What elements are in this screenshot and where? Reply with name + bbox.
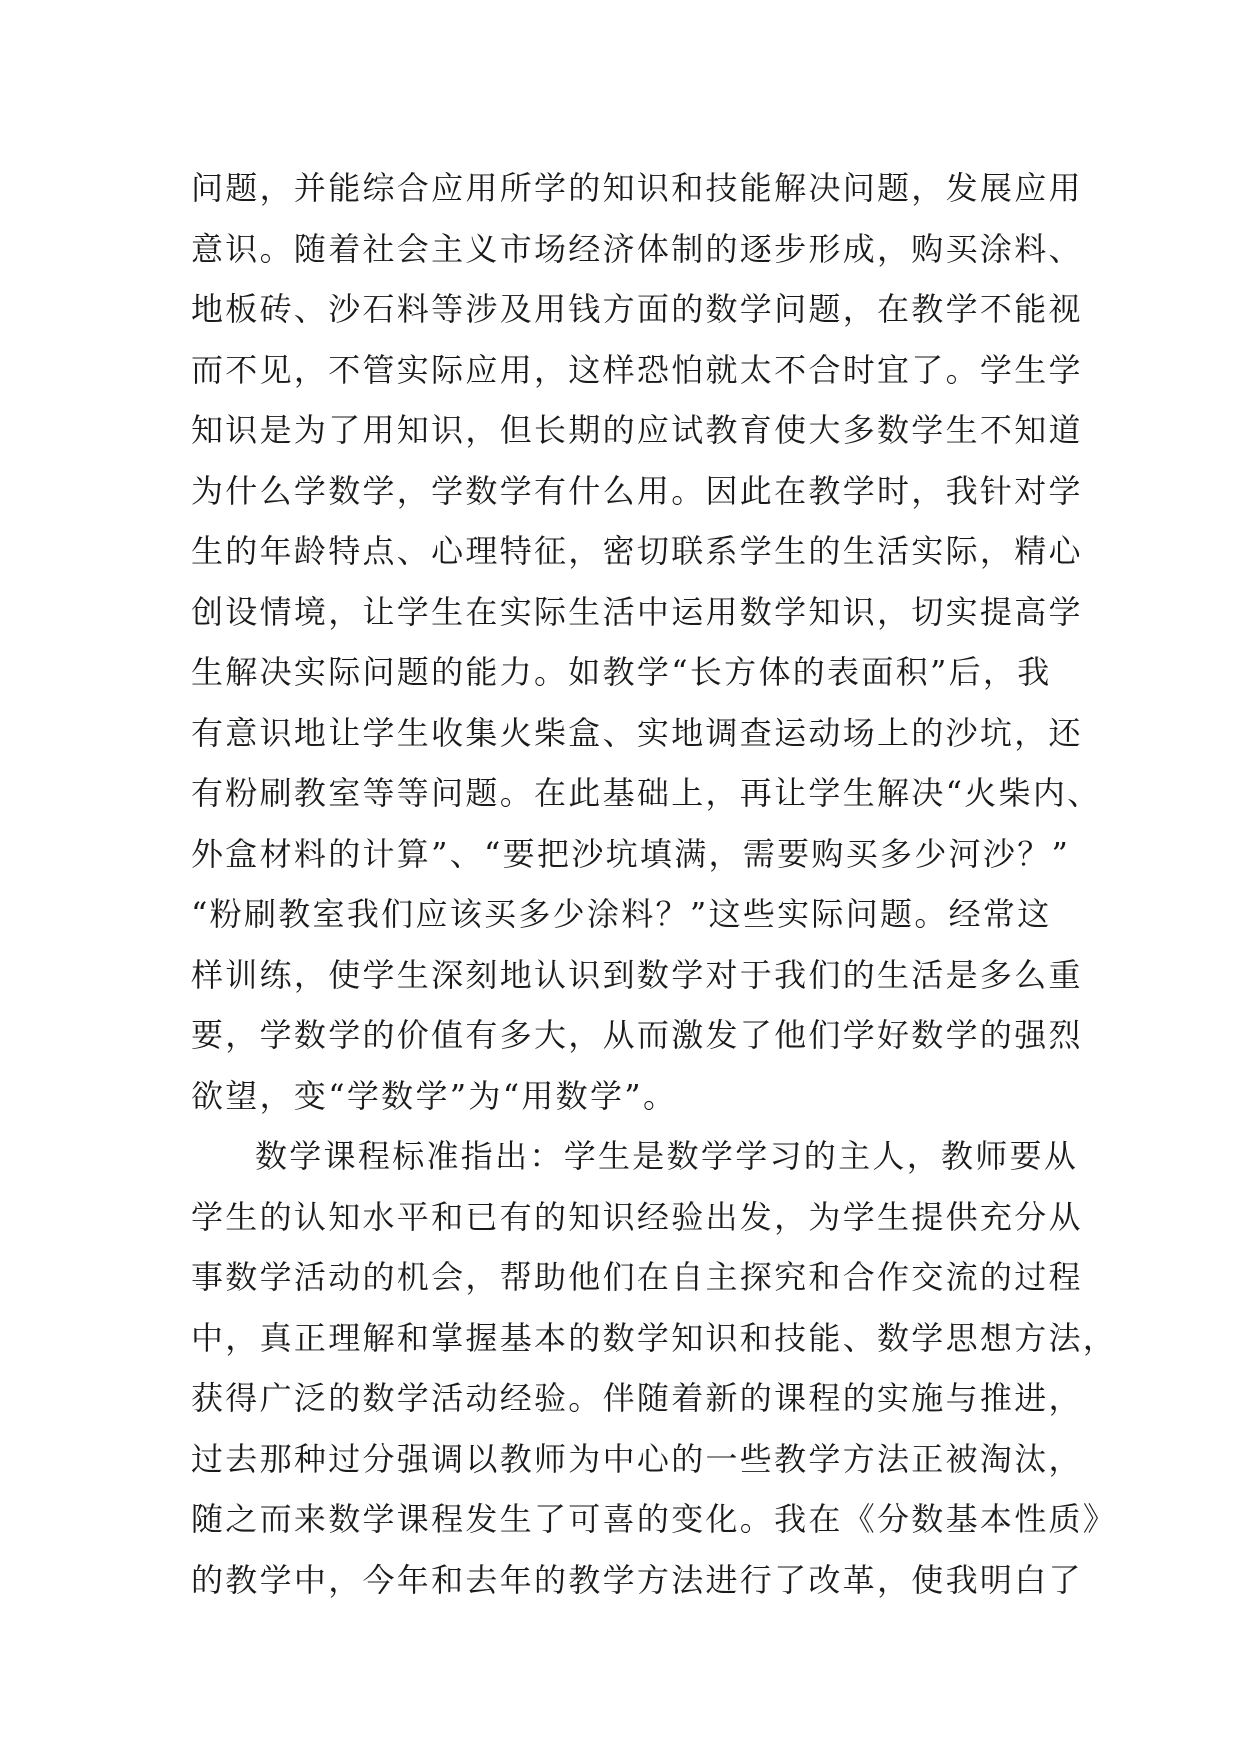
text-line: 随之而来数学课程发生了可喜的变化。我在《分数基本性质》 — [191, 1500, 1118, 1538]
text-line: 的教学中，今年和去年的教学方法进行了改革，使我明白了 — [191, 1560, 1083, 1599]
text-line: 有粉刷教室等等问题。在此基础上，再让学生解决“火柴内、 — [191, 774, 1102, 812]
text-line: 创设情境，让学生在实际生活中运用数学知识，切实提高学 — [191, 592, 1083, 631]
text-line: 中，真正理解和掌握基本的数学知识和技能、数学思想方法， — [191, 1318, 1118, 1357]
paragraph-start-line: 数学课程标准指出：学生是数学学习的主人，教师要从 — [255, 1137, 1079, 1175]
text-line: 学生的认知水平和已有的知识经验出发，为学生提供充分从 — [191, 1197, 1083, 1236]
text-line: 而不见，不管实际应用，这样恐怕就太不合时宜了。学生学 — [191, 350, 1083, 389]
text-line: 有意识地让学生收集火柴盒、实地调查运动场上的沙坑，还 — [191, 713, 1083, 752]
text-line: 知识是为了用知识，但长期的应试教育使大多数学生不知道 — [191, 411, 1083, 449]
text-line: 欲望，变“学数学”为“用数学”。 — [191, 1076, 678, 1115]
text-line: 外盒材料的计算”、“要把沙坑填满，需要购买多少河沙？” — [191, 834, 1071, 873]
text-line: 获得广泛的数学活动经验。伴随着新的课程的实施与推进， — [191, 1379, 1083, 1417]
text-line: “粉刷教室我们应该买多少涂料？”这些实际问题。经常这 — [191, 895, 1052, 933]
text-line: 事数学活动的机会，帮助他们在自主探究和合作交流的过程 — [191, 1258, 1083, 1296]
text-line: 生的年龄特点、心理特征，密切联系学生的生活实际，精心 — [191, 532, 1083, 570]
text-line: 要，学数学的价值有多大，从而激发了他们学好数学的强烈 — [191, 1016, 1083, 1054]
text-line: 样训练，使学生深刻地认识到数学对于我们的生活是多么重 — [191, 955, 1083, 994]
body-text — [191, 158, 1118, 1610]
text-line: 意识。随着社会主义市场经济体制的逐步形成，购买涂料、 — [191, 229, 1083, 268]
text-line: 过去那种过分强调以教师为中心的一些教学方法正被淘汰， — [191, 1439, 1083, 1478]
text-line: 为什么学数学，学数学有什么用。因此在教学时，我针对学 — [191, 471, 1083, 510]
text-line: 问题，并能综合应用所学的知识和技能解决问题，发展应用 — [191, 169, 1083, 207]
text-line: 生解决实际问题的能力。如教学“长方体的表面积”后，我 — [191, 653, 1052, 691]
text-line: 地板砖、沙石料等涉及用钱方面的数学问题，在教学不能视 — [191, 290, 1083, 328]
